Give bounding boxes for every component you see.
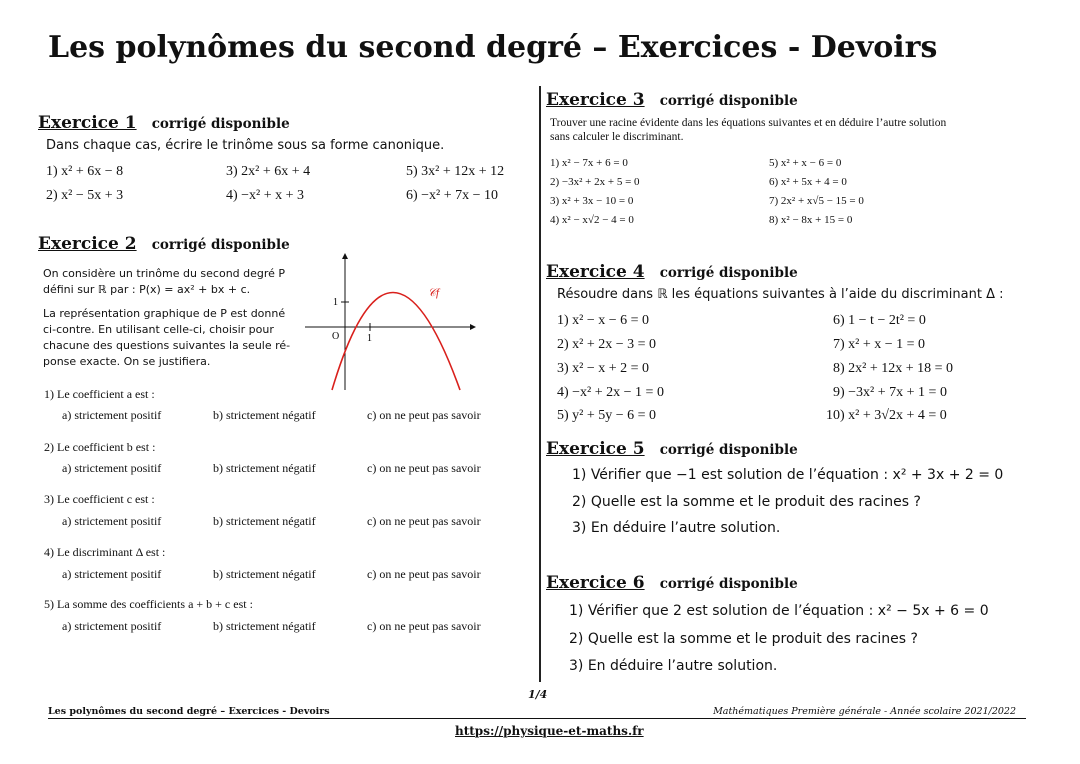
footer-left-text: Les polynômes du second degré – Exercices - Devoirs xyxy=(48,706,330,717)
ex2-q2-option-a: a) strictement positif xyxy=(62,461,162,475)
ex1-tag: corrigé disponible xyxy=(151,116,290,132)
ex4-item-2: 2) x² + 2x − 3 = 0 xyxy=(557,337,657,352)
ex3-item-7: 7) 2x² + x√5 − 15 = 0 xyxy=(769,195,864,207)
ex5-header xyxy=(546,439,798,459)
ex4-item-5: 5) y² + 5y − 6 = 0 xyxy=(557,408,657,423)
ex2-question-4: 4) Le discriminant Δ est : xyxy=(44,545,166,559)
ex1-item-6: 6) −x² + 7x − 10 xyxy=(406,188,499,203)
ex3-item-1: 1) x² − 7x + 6 = 0 xyxy=(550,157,628,169)
ex3-title: Exercice 3 xyxy=(546,90,645,110)
ex6-item-1: 1) Vérifier que 2 est solution de l’équation : x² − 5x + 6 = 0 xyxy=(569,603,989,619)
ex4-item-3: 3) x² − x + 2 = 0 xyxy=(557,361,650,376)
ex3-instruction-line2: sans calculer le discriminant. xyxy=(550,131,684,143)
ex2-q1-option-a: a) strictement positif xyxy=(62,408,162,422)
ex3-item-6: 6) x² + 5x + 4 = 0 xyxy=(769,176,847,188)
ex2-intro-line2: défini sur ℝ par : P(x) = ax² + bx + c. xyxy=(43,283,251,296)
ex6-tag: corrigé disponible xyxy=(659,576,798,592)
ex2-q1-option-b: b) strictement négatif xyxy=(213,408,316,422)
ex3-item-5: 5) x² + x − 6 = 0 xyxy=(769,157,842,169)
ex4-item-10: 10) x² + 3√2x + 4 = 0 xyxy=(826,408,947,423)
ex2-parabola-graph xyxy=(300,250,480,395)
ex3-item-2: 2) −3x² + 2x + 5 = 0 xyxy=(550,176,640,188)
ex4-item-1: 1) x² − x − 6 = 0 xyxy=(557,313,650,328)
ex2-q5-option-a: a) strictement positif xyxy=(62,619,162,633)
ex2-intro-line1: On considère un trinôme du second degré P xyxy=(43,267,286,280)
ex1-instruction: Dans chaque cas, écrire le trinôme sous sa forme canonique. xyxy=(46,138,445,153)
ex2-intro-line4: ci-contre. En utilisant celle-ci, choisir pour xyxy=(43,323,274,336)
ex1-item-3: 3) 2x² + 6x + 4 xyxy=(226,164,311,179)
ex4-item-7: 7) x² + x − 1 = 0 xyxy=(833,337,926,352)
ex2-q2-option-b: b) strictement négatif xyxy=(213,461,316,475)
ex6-header xyxy=(546,573,798,593)
ex2-q2-option-c: c) on ne peut pas savoir xyxy=(367,461,481,475)
ex4-instruction: Résoudre dans ℝ les équations suivantes à l’aide du discriminant Δ : xyxy=(557,287,1004,302)
ex5-item-3: 3) En déduire l’autre solution. xyxy=(572,520,781,536)
ex1-item-4: 4) −x² + x + 3 xyxy=(226,188,305,203)
ex2-intro xyxy=(43,266,290,370)
ex5-tag: corrigé disponible xyxy=(659,442,798,458)
ex2-q1-option-c: c) on ne peut pas savoir xyxy=(367,408,481,422)
ex2-question-1: 1) Le coefficient a est : xyxy=(44,387,155,401)
page-number: 1/4 xyxy=(528,688,548,701)
ex3-item-8: 8) x² − 8x + 15 = 0 xyxy=(769,214,853,226)
ex5-item-1: 1) Vérifier que −1 est solution de l’équation : x² + 3x + 2 = 0 xyxy=(572,467,1004,483)
ex2-title: Exercice 2 xyxy=(38,234,137,254)
ex2-question-2: 2) Le coefficient b est : xyxy=(44,440,156,454)
ex2-q3-option-c: c) on ne peut pas savoir xyxy=(367,514,481,528)
ex1-item-5: 5) 3x² + 12x + 12 xyxy=(406,164,505,179)
ex2-q5-option-b: b) strictement négatif xyxy=(213,619,316,633)
ex2-intro-line3: La représentation graphique de P est donné xyxy=(43,307,286,320)
origin-label: O xyxy=(332,331,340,342)
ex2-question-3: 3) Le coefficient c est : xyxy=(44,492,155,506)
ex4-item-6: 6) 1 − t − 2t² = 0 xyxy=(833,313,926,328)
parabola-curve xyxy=(332,293,460,391)
ex6-item-2: 2) Quelle est la somme et le produit des racines ? xyxy=(569,631,918,647)
ex5-title: Exercice 5 xyxy=(546,439,645,459)
curve-label: 𝒞f xyxy=(428,287,440,299)
ex2-q3-option-a: a) strictement positif xyxy=(62,514,162,528)
ex3-tag: corrigé disponible xyxy=(659,93,798,109)
ex1-item-2: 2) x² − 5x + 3 xyxy=(46,188,124,203)
ex4-header xyxy=(546,262,798,282)
column-divider xyxy=(539,86,541,682)
ex6-title: Exercice 6 xyxy=(546,573,645,593)
ex2-intro-line5: chacune des questions suivantes la seule ré- xyxy=(43,339,291,352)
ex2-q4-option-b: b) strictement négatif xyxy=(213,567,316,581)
ex4-item-4: 4) −x² + 2x − 1 = 0 xyxy=(557,385,664,400)
ex4-tag: corrigé disponible xyxy=(659,265,798,281)
ex3-instruction xyxy=(550,116,946,144)
page-title: Les polynômes du second degré – Exercices - Devoirs xyxy=(48,30,938,65)
ex6-item-3: 3) En déduire l’autre solution. xyxy=(569,658,778,674)
ex1-header xyxy=(38,113,290,133)
y-tick-label: 1 xyxy=(333,297,338,308)
ex3-instruction-line1: Trouver une racine évidente dans les équations suivantes et en déduire l’autre solution xyxy=(550,117,947,129)
ex4-item-9: 9) −3x² + 7x + 1 = 0 xyxy=(833,385,947,400)
ex1-title: Exercice 1 xyxy=(38,113,137,133)
ex5-item-2: 2) Quelle est la somme et le produit des racines ? xyxy=(572,494,921,510)
website-link[interactable]: https://physique-et-maths.fr xyxy=(455,724,644,738)
footer-rule xyxy=(48,718,1026,719)
ex2-q3-option-b: b) strictement négatif xyxy=(213,514,316,528)
ex3-item-4: 4) x² − x√2 − 4 = 0 xyxy=(550,214,634,226)
ex2-question-5: 5) La somme des coefficients a + b + c est : xyxy=(44,597,253,611)
ex2-q5-option-c: c) on ne peut pas savoir xyxy=(367,619,481,633)
ex2-header xyxy=(38,234,290,254)
ex3-item-3: 3) x² + 3x − 10 = 0 xyxy=(550,195,634,207)
x-tick-label: 1 xyxy=(367,333,372,344)
ex2-tag: corrigé disponible xyxy=(151,237,290,253)
ex2-intro-line6: ponse exacte. On se justifiera. xyxy=(43,355,211,368)
ex1-item-1: 1) x² + 6x − 8 xyxy=(46,164,124,179)
footer-right-text: Mathématiques Première générale - Année scolaire 2021/2022 xyxy=(713,706,1016,717)
ex2-q4-option-a: a) strictement positif xyxy=(62,567,162,581)
ex3-header xyxy=(546,90,798,110)
ex4-item-8: 8) 2x² + 12x + 18 = 0 xyxy=(833,361,954,376)
ex2-q4-option-c: c) on ne peut pas savoir xyxy=(367,567,481,581)
ex4-title: Exercice 4 xyxy=(546,262,645,282)
